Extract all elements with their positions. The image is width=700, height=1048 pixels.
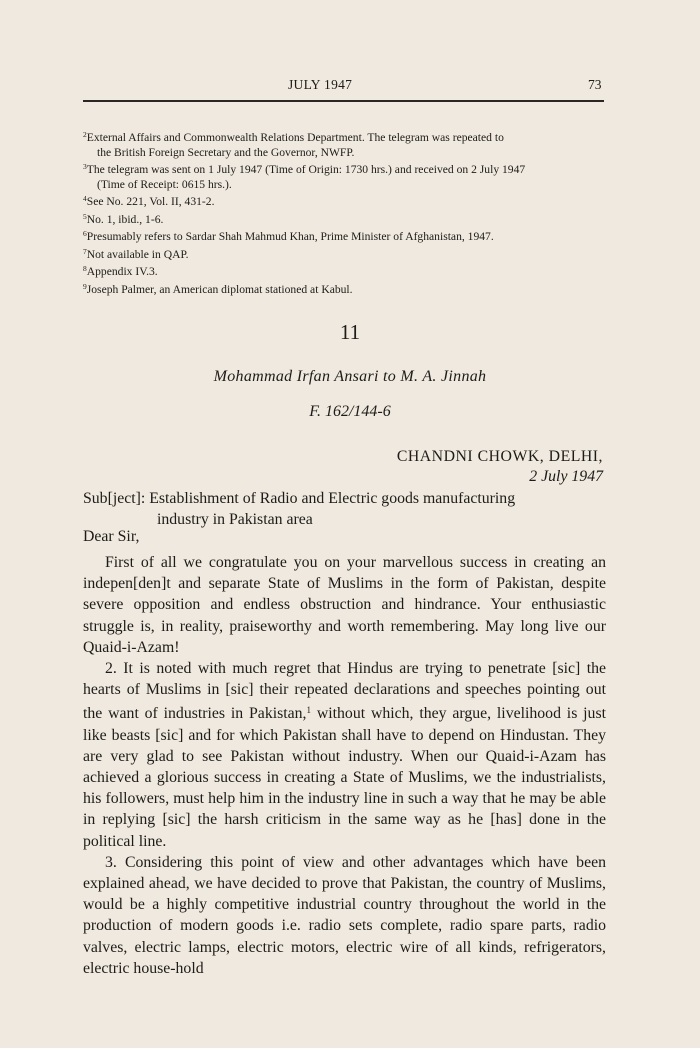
paragraph-2 <box>83 658 606 852</box>
salutation: Dear Sir, <box>83 528 140 545</box>
footnote <box>83 128 608 146</box>
document-number: 11 <box>339 320 361 344</box>
footnote <box>83 192 608 210</box>
letter-date: 2 July 1947 <box>529 468 603 485</box>
footnote-text: No. 1, ibid., 1-6. <box>86 212 164 226</box>
footnote-text: Not available in QAP. <box>86 247 189 261</box>
footnote-text: Appendix IV.3. <box>86 265 158 278</box>
footnote <box>83 262 608 280</box>
sender-place: CHANDNI CHOWK, DELHI, <box>396 448 603 465</box>
footnote-mark: 2 <box>83 130 87 139</box>
footnote-mark: 3 <box>83 162 87 171</box>
footnote-reference: 1 <box>306 705 312 716</box>
paragraph-text: 2. It is noted with much regret that Hindus are trying to penetrate [sic] the hearts of Muslims in [sic] their repeated declarations and speeches pointing out the want of industries in Pakistan, <box>83 660 606 723</box>
footnote-text: the British Foreign Secretary and the Governor, NWFP. <box>97 145 355 159</box>
subject-line-1: Sub[ject]: Establishment of Radio and Electric goods manufacturing <box>83 490 516 507</box>
running-head <box>0 77 700 95</box>
file-reference: F. 162/144-6 <box>309 403 391 420</box>
running-head-title: JULY 1947 <box>288 77 353 92</box>
footnote <box>83 280 608 298</box>
footnote-text: External Affairs and Commonwealth Relations Department. The telegram was repeated to <box>86 131 504 144</box>
footnote-text: See No. 221, Vol. II, 431-2. <box>86 195 215 208</box>
paragraph-text: First of all we congratulate you on your marvellous success in creating an indepen[den]t and separate State of Muslims in the form of Pakistan, despite severe opposition and endless obstruction and hindrance. Your enthusiastic struggle is, in reality, praiseworthy and worth remembering. May long live our Quaid-i-Azam! <box>83 554 606 656</box>
footnote-text: The telegram was sent on 1 July 1947 (Time of Origin: 1730 hrs.) and received on 2 July 1947 <box>86 163 526 176</box>
footnote-text: Joseph Palmer, an American diplomat stationed at Kabul. <box>86 282 353 296</box>
footnote-text: Presumably refers to Sardar Shah Mahmud Khan, Prime Minister of Afghanistan, 1947. <box>86 230 494 243</box>
paragraph-text-continued: without which, they argue, livelihood is just like beasts [sic] and for which Pakistan shall have to depend on Hindustan. They are very glad to see Pakistan without industry. When our Quaid-i-Azam has achieved a glorious success in creating a State of Muslims, we the industrialists, his followers, must help him in the industry line in such a way that he may be able in replying [sic] the harsh criticism in the same way as he [has] done in the political line. <box>83 705 606 850</box>
subject-line <box>83 488 606 530</box>
footnotes <box>83 128 608 297</box>
subject-line-2: industry in Pakistan area <box>157 511 313 528</box>
footnote-mark: 4 <box>83 194 87 203</box>
footnote <box>83 245 608 263</box>
footnote-mark: 8 <box>83 264 87 273</box>
paragraph-text: 3. Considering this point of view and other advantages which have been explained ahead, we have decided to prove that Pakistan, the country of Muslims, would be a highly competitive industrial country throughout the world in the production of modern goods i.e. radio sets complete, radio spare parts, radio valves, electric lamps, electric motors, electric wire of all kinds, refrigerators, electric house-hold <box>83 853 606 977</box>
header-rule <box>83 100 604 102</box>
footnote-text: (Time of Receipt: 0615 hrs.). <box>97 177 232 191</box>
footnote-mark: 5 <box>83 211 87 221</box>
paragraph-3 <box>83 852 606 979</box>
document-heading: Mohammad Irfan Ansari to M. A. Jinnah <box>213 368 487 385</box>
paragraph-1 <box>83 552 606 658</box>
footnote-continuation <box>83 146 608 161</box>
footnote-mark: 9 <box>83 281 87 291</box>
sender-address <box>397 447 603 487</box>
letter-body <box>83 552 606 979</box>
footnote-mark: 6 <box>83 229 87 238</box>
footnote <box>83 210 608 228</box>
footnote <box>83 227 608 245</box>
footnote-continuation <box>83 178 608 193</box>
page-number: 73 <box>588 77 602 92</box>
footnote-mark: 7 <box>83 246 87 256</box>
footnote <box>83 160 608 178</box>
